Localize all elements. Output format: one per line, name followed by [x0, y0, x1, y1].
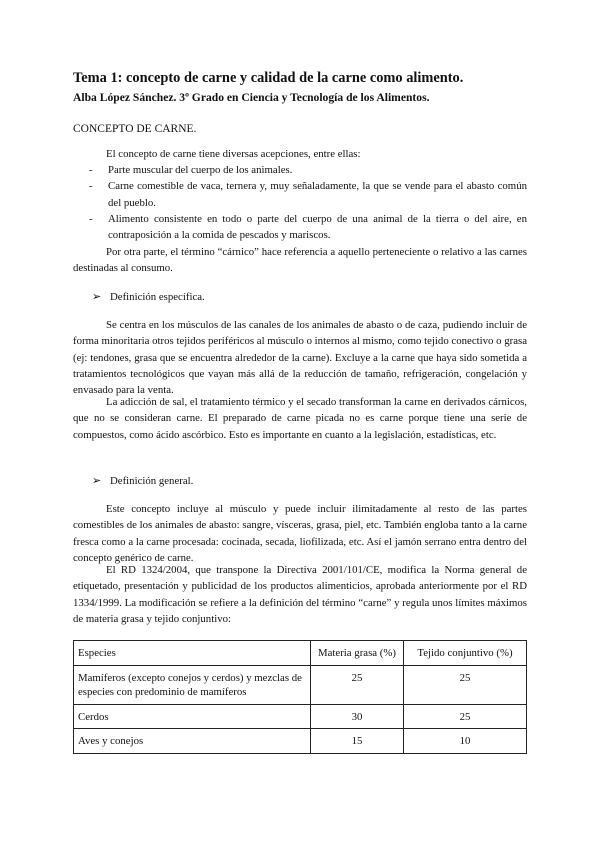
table-header-conjuntivo: Tejido conjuntivo (%) — [404, 641, 527, 666]
intro-paragraph: El concepto de carne tiene diversas acepciones, entre ellas: — [106, 148, 361, 160]
table-cell-grasa: 15 — [311, 729, 404, 754]
arrow-bullet-icon: ➢ — [92, 291, 102, 303]
fat-connective-limits-table — [73, 640, 527, 754]
especifica-paragraph-2: La adicción de sal, el tratamiento térmico y el secado transforman la carne en derivados cárnicos, que no se consideran carne. El preparado de carne picada no es carne porque tiene una serie de compuestos, como ácido ascórbico. Esto es importante en cuanto a la legislación, estadísticas, etc. — [73, 396, 527, 441]
table-cell-species: Cerdos — [74, 704, 311, 729]
subheading-especifica-text: Definición específica. — [110, 291, 205, 303]
bullet-dash: - — [89, 164, 93, 176]
table-cell-conjuntivo: 25 — [404, 704, 527, 729]
list-item-text: Alimento consistente en todo o parte del cuerpo de una animal de la tierra o del aire, en contraposición a la comida de pescados y mariscos. — [108, 212, 527, 242]
table-cell-grasa: 25 — [311, 665, 404, 704]
subheading-general — [92, 474, 193, 487]
subheading-general-text: Definición general. — [110, 475, 194, 487]
table-cell-species: Mamíferos (excepto conejos y cerdos) y mezclas de especies con predominio de mamíferos — [74, 665, 311, 704]
definitions-list — [73, 162, 527, 243]
bullet-dash: - — [89, 212, 93, 225]
section-heading: CONCEPTO DE CARNE. — [73, 123, 197, 135]
table-row — [74, 729, 527, 754]
list-item — [73, 162, 527, 178]
table-cell-species: Aves y conejos — [74, 729, 311, 754]
table-cell-conjuntivo: 10 — [404, 729, 527, 754]
table-header-row — [74, 641, 527, 666]
table-row — [74, 665, 527, 704]
list-item-text: Carne comestible de vaca, ternera y, muy señaladamente, la que se vende para el abasto común del pueblo. — [108, 180, 527, 209]
table-row — [74, 704, 527, 729]
bullet-dash: - — [89, 180, 93, 193]
subheading-especifica — [92, 290, 205, 303]
table-header-especies: Especies — [74, 641, 311, 666]
document-title: Tema 1: concepto de carne y calidad de la carne como alimento. — [73, 70, 464, 86]
list-item — [73, 178, 527, 211]
especifica-paragraph-1: Se centra en los músculos de las canales de los animales de abasto o de caza, pudiendo incluir de forma minoritaria otros tejidos periféricos al músculo o internos al mismo, como tejido conectivo o grasa (ej: tendones, grasa que se encuentra alrededor de la carne). Excluye a la carne que haya sido sometida a tratamientos tecnológicos que vayan más allá de la reducción de tamaño, refrigeración, congelación y envasado para la venta. — [73, 319, 527, 397]
table-header-grasa: Materia grasa (%) — [311, 641, 404, 666]
table-cell-conjuntivo: 25 — [404, 665, 527, 704]
carnico-paragraph: Por otra parte, el término “cárnico” hace referencia a aquello perteneciente o relativo a las carnes destinadas al consumo. — [73, 246, 527, 275]
general-paragraph-2: El RD 1324/2004, que transpone la Directiva 2001/101/CE, modifica la Norma general de etiquetado, presentación y publicidad de los productos alimenticios, aprobada anteriormente por el RD 1334/1999. La modificación se refiere a la definición del término “carne” y regula unos límites máximos de materia grasa y tejido conjuntivo: — [73, 564, 527, 625]
arrow-bullet-icon: ➢ — [92, 475, 102, 487]
document-subtitle: Alba López Sánchez. 3º Grado en Ciencia y Tecnología de los Alimentos. — [73, 91, 430, 104]
list-item-text: Parte muscular del cuerpo de los animales. — [108, 164, 293, 176]
list-item — [73, 211, 527, 244]
table-cell-grasa: 30 — [311, 704, 404, 729]
general-paragraph-1: Este concepto incluye al músculo y puede incluir ilimitadamente al resto de las partes comestibles de los animales de abasto: sangre, vísceras, grasa, piel, etc. También engloba tanto a la carne fresca como a la carne procesada: cocinada, secada, liofilizada, etc. Así el jamón serrano entra dentro del concepto genérico de carne. — [73, 503, 527, 564]
